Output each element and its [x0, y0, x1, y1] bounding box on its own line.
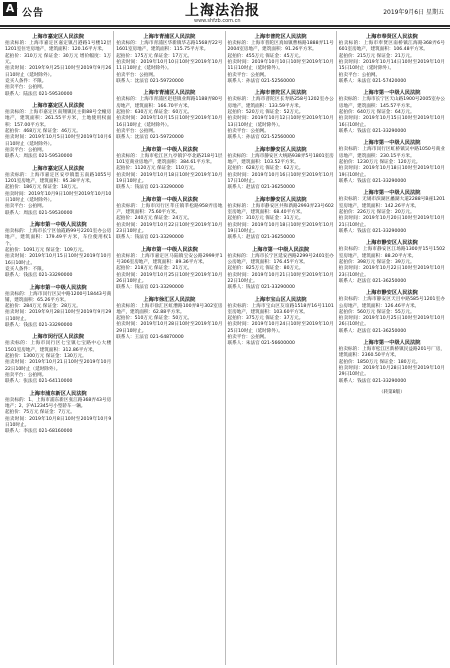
notice-line: 起拍价：226万元 保证金：20万元。	[338, 209, 415, 215]
notice-line: 联系人：李法官 021-68160000	[5, 429, 73, 435]
court-notice	[116, 296, 222, 342]
notice-line: 联系人：钱法官 021-33290000	[338, 128, 407, 134]
notice-line: 联系人：王法官 021-64870000	[116, 335, 184, 341]
court-notice	[5, 102, 111, 161]
court-notice	[339, 139, 445, 185]
notice-line: 拍卖平台：公拍网。	[5, 147, 47, 153]
notice-line: 拍卖标的：上海市闵行区莘庄镇莘松路958弄房地产，建筑面积：75.60平方米。	[116, 203, 223, 215]
notice-body	[228, 304, 334, 348]
notice-line: 拍卖标的：上海市长宁区仙霞路99号2201室办公房地产，建筑面积：179.49平方米，车位使用权1个。	[5, 228, 112, 247]
notice-title: 上海市嘉定区人民法院	[32, 34, 85, 40]
notice-title: 上海市静安区人民法院	[254, 146, 307, 153]
notice-line: 联系人：孙法官 021-52560000	[227, 135, 295, 141]
court-notice	[339, 239, 445, 285]
notice-line: 联系人：钱法官 021-33290000	[338, 178, 407, 184]
notice-line: 起拍价：1120万元 保证金：110万元。	[116, 166, 198, 172]
notice-line: 拍卖标的：上海市奉贤区南桥镇江海路368弄6号601室房地产，建筑面积：106.48平方米。	[338, 41, 445, 53]
notice-line: 起拍价：1300万元 保证金：130万元。	[5, 354, 87, 360]
notice-line: 拍卖标的：上海市长宁区天山路1900号2005室办公房地产，建筑面积：145.57平方米。	[338, 97, 445, 109]
court-notice	[5, 33, 111, 98]
notice-title: 上海市嘉定区人民法院	[32, 102, 85, 109]
notice-line: 起拍价：75万元 保证金：7万元。	[5, 410, 75, 416]
court-notice	[116, 196, 222, 242]
notice-body	[339, 147, 445, 185]
notice-line: 联系人：朱法官 021-56600000	[227, 341, 295, 347]
court-notice	[116, 246, 222, 292]
notice-line: 起拍价：455万元 保证金：45万元。	[227, 53, 304, 59]
notice-body	[116, 41, 222, 85]
notice-line: 拍卖时间：2019年9月28日10时至2019年9月29日10时止。	[5, 310, 112, 322]
section-title: 公告	[22, 8, 44, 19]
notice-line: 起拍价：630万元 保证金：60万元。	[116, 109, 193, 115]
notice-title: 上海市静安区人民法院	[254, 196, 307, 203]
notice-title: 上海市嘉定区人民法院	[32, 165, 85, 172]
notice-line: 拍卖平台：公拍网。	[338, 72, 381, 78]
notice-line: 拍卖时间：2019年10月15日10时至2019年10月16日10时止。	[338, 116, 445, 128]
notice-line: 起拍价：640万元 保证金：64万元。	[338, 109, 415, 115]
notice-line: 拍卖标的：上海市青浦区赵巷镇业辉路1188弄80号房地产，建筑面积：166.70平方米。	[116, 97, 223, 109]
notice-line: 起拍价：284万元 保证金：28万元。	[5, 304, 81, 310]
notice-line: 拍卖时间：2019年10月14日10时至2019年10月15日10时止（延时除外）。	[338, 59, 445, 72]
notice-body	[5, 398, 111, 436]
notice-line: 拍卖标的：上海市徐汇区虹漕路100弄8号302室房地产，建筑面积：62.88平方米。	[116, 303, 223, 315]
notice-line: 拍卖时间：2019年10月22日10时至2019年10月23日10时止。	[116, 222, 223, 234]
notice-line: 拍卖平台：公拍网。	[116, 72, 158, 78]
notice-title: 上海市青浦区人民法院	[143, 90, 196, 97]
notice-title: 上海市第一中级人民法院	[363, 340, 421, 347]
notice-line: 联系人：朱法官 021-57420000	[338, 78, 407, 84]
notice-line: 起拍价：1091万元 保证金：109万元。	[5, 247, 87, 253]
notice-title: 上海市第一中级人民法院	[140, 146, 198, 153]
notice-title: 上海市第一中级人民法院	[29, 284, 87, 291]
notice-line: 起拍价：520万元 保证金：52万元。	[227, 109, 304, 115]
notice-body	[116, 254, 222, 292]
notice-line: 联系人：周法官 021-59530000	[5, 210, 73, 216]
notice-body	[228, 41, 334, 85]
notice-line: 拍卖标的：上海市嘉定区嘉定镇吕港路1号楼12层1201室住宅房地产，建筑面积：120.16平方米。	[5, 41, 112, 53]
notice-line: 拍卖标的：上海市松江区新桥镇民益路201号厂房，建筑面积：2360.50平方米。	[338, 347, 445, 359]
notice-line: 起拍价：398万元 保证金：39万元。	[338, 259, 415, 265]
court-notice	[5, 221, 111, 280]
notice-line: 联系人：赵法官 021-36250000	[338, 278, 407, 284]
notice-body	[228, 254, 334, 292]
notice-line: 拍卖时间：2019年9月25日10时至2019年9月26日10时止（延时除外）。	[5, 66, 112, 78]
notice-line: 拍卖时间：2019年10月10日10时至2019年10月11日10时止（延时除外）。	[227, 59, 334, 72]
notice-title: 上海市普陀区人民法院	[254, 34, 307, 40]
page-number: 7	[13, 7, 18, 15]
notice-line: 起拍价：240万元 保证金：24万元。	[116, 216, 193, 222]
notice-line: 拍卖平台：公拍网。	[5, 85, 47, 91]
notice-title: 上海市第一中级人民法院	[140, 246, 198, 253]
notice-line: 拍卖标的：1、上海市浦东新区张江路368弄43号房地产；2、沪A12345号小型轿车一辆。	[5, 397, 112, 410]
column-4	[337, 31, 447, 665]
notice-line: 联系人：钱法官 021-33290000	[116, 185, 184, 191]
notice-body	[339, 97, 445, 135]
court-notice	[339, 289, 445, 335]
masthead	[0, 0, 450, 22]
notice-line: 拍卖时间：2019年10月22日10时至2019年10月23日10时止。	[338, 266, 445, 278]
notice-line: 联系人：赵法官 021-36250000	[338, 328, 407, 334]
court-notice	[116, 33, 222, 85]
notice-body	[228, 97, 334, 141]
notice-line: 拍卖标的：上海市静安区天目中路585号1201室办公房地产，建筑面积：126.46平方米。	[338, 297, 445, 309]
notice-line: 拍卖标的：上海市普陀区真如镇曹杨路1888弄11号2004室房地产，建筑面积：91.26平方米。	[227, 41, 334, 53]
notice-title: 上海市第一中级人民法院	[29, 221, 87, 228]
notice-body	[5, 292, 111, 330]
notice-line: 拍卖平台：公拍网。	[116, 128, 158, 134]
notice-line: 联系人：张法官 021-64110000	[5, 379, 73, 385]
notice-line: 联系人：周法官 021-59530000	[5, 154, 73, 160]
notice-line: 起拍价：1230万元 保证金：120万元。	[338, 159, 421, 165]
notice-line: 起拍价：825万元 保证金：80万元。	[227, 266, 304, 272]
continued-reference: （转第8版）	[378, 390, 405, 396]
notice-body	[116, 204, 222, 242]
notice-line: 拍卖时间：2019年10月15日10时至2019年10月16日10时止。	[5, 254, 112, 266]
court-notice	[228, 146, 334, 192]
notice-line: 拍卖标的：无锡市滨湖区蠡湖大道2288号B座1201室房地产，建筑面积：142.26平方米。	[338, 197, 445, 209]
notice-line: 联系人：陆法官 021-59530000	[5, 91, 73, 97]
header-rule-thin	[0, 28, 450, 29]
notice-line: 拍卖标的：上海市长宁区延安西路2299号2401室办公房地产，建筑面积：176.45平方米。	[227, 253, 334, 265]
notice-body	[116, 97, 222, 141]
notice-line: 拍卖时间：2019年10月18日10时至2019年10月19日10时止。	[116, 172, 223, 184]
notice-line: 拍卖时间：2019年10月10日10时至2019年10月11日10时止（延时除外）。	[116, 59, 223, 72]
notice-line: 拍卖平台：公拍网。	[5, 373, 47, 379]
notice-body	[116, 304, 222, 342]
notice-columns	[3, 31, 447, 665]
notice-line: 拍卖平台：公拍网。	[5, 204, 47, 210]
issue-date: 2019年9月6日 星期五	[383, 9, 444, 16]
notice-line: 拍卖时间：2019年10月24日10时至2019年10月25日10时止（延时除外）。	[227, 322, 334, 334]
notice-line: 拍卖时间：2019年10月8日10时至2019年10月9日10时止。	[5, 416, 112, 429]
notice-line: 联系人：赵法官 021-36250000	[227, 185, 295, 191]
notice-line: 拍卖时间：2019年10月25日10时至2019年10月26日10时止。	[116, 272, 223, 284]
page-logo: A	[3, 2, 17, 16]
court-notice	[228, 89, 334, 141]
notice-title: 上海市徐汇区人民法院	[143, 296, 196, 303]
notice-line: 拍卖标的：上海市闵行区七宝镇七宝路中心大楼1501室房地产，建筑面积：312.86平方米。	[5, 341, 112, 353]
notice-line: 竞买人条件：不限。	[5, 78, 47, 84]
notice-title: 上海市普陀区人民法院	[254, 90, 307, 97]
notice-line: 起拍价：218万元 保证金：21万元。	[116, 266, 193, 272]
column-1	[3, 31, 114, 665]
notice-line: 拍卖时间：2019年10月28日10时至2019年10月29日10时止。	[116, 322, 223, 334]
notice-line: 拍卖时间：2019年10月20日10时至2019年10月21日10时止。	[338, 216, 445, 228]
notice-line: 联系人：钱法官 021-33290000	[338, 228, 407, 234]
notice-body	[339, 347, 445, 385]
notice-line: 联系人：沈法官 021-59720000	[116, 135, 184, 141]
notice-line: 起拍价：628万元 保证金：62万元。	[227, 166, 304, 172]
notice-title: 上海市奉贤区人民法院	[365, 34, 418, 40]
notice-body	[5, 341, 111, 385]
notice-line: 起拍价：215万元 保证金：21万元。	[338, 53, 415, 59]
notice-line: 拍卖时间：2019年10月21日10时至2019年10月22日10时止。	[227, 272, 334, 284]
court-notice	[116, 146, 222, 192]
notice-line: 拍卖标的：上海市静安区江场路1300弄15号1502室房地产，建筑面积：88.20平方米。	[338, 247, 445, 259]
notice-line: 联系人：钱法官 021-33290000	[338, 378, 407, 384]
notice-body	[339, 197, 445, 235]
paper-title: 上海法治报	[185, 3, 260, 19]
notice-body	[339, 297, 445, 335]
notice-body	[5, 229, 111, 280]
notice-line: 起拍价：186万元 保证金：18万元。	[5, 185, 81, 191]
notice-line: 起拍价：310万元 保证金：30万元 增价幅度：1万元。	[5, 53, 112, 65]
notice-line: 拍卖标的：上海市闵行区虹桥镇吴中路1050号商业房地产，建筑面积：230.15平方米。	[338, 147, 445, 159]
court-notice	[116, 89, 222, 141]
notice-line: 拍卖时间：2019年10月5日10时至2019年10月6日10时止（延时除外）。	[5, 135, 112, 147]
notice-line: 拍卖标的：上海市闵行区吴中路1200号18443号商铺，建筑面积：65.26平方米。	[5, 291, 112, 303]
notice-title: 上海市第一中级人民法院	[363, 140, 421, 147]
notice-line: 拍卖时间：2019年10月9日10时至2019年10月10日10时止（延时除外）。	[5, 191, 112, 203]
notice-title: 上海市静安区人民法院	[365, 290, 418, 297]
notice-line: 起拍价：510万元 保证金：50万元。	[116, 316, 193, 322]
notice-line: 竞买人条件：不限。	[5, 266, 47, 272]
notice-body	[5, 173, 111, 217]
notice-line: 起拍价：375万元 保证金：37万元。	[227, 316, 304, 322]
notice-line: 起拍价：468万元 保证金：46万元。	[5, 128, 81, 134]
notice-line: 拍卖时间：2019年10月28日10时至2019年10月29日10时止。	[338, 366, 445, 378]
notice-line: 起拍价：1850万元 保证金：180万元。	[338, 359, 421, 365]
notice-line: 联系人：钱法官 021-33290000	[116, 285, 184, 291]
notice-title: 上海市第一中级人民法院	[363, 90, 421, 97]
notice-body	[339, 41, 445, 85]
notice-line: 拍卖时间：2019年10月21日10时至2019年10月22日10时止（延时除外）。	[5, 360, 112, 372]
notice-title: 上海市静安区人民法院	[365, 240, 418, 247]
notice-line: 拍卖时间：2019年10月16日10时至2019年10月17日10时止。	[227, 172, 334, 184]
notice-line: 起拍价：310万元 保证金：31万元。	[227, 216, 304, 222]
notice-line: 拍卖平台：公拍网。	[227, 335, 269, 341]
court-notice	[5, 165, 111, 217]
notice-body	[228, 154, 334, 192]
notice-line: 联系人：钱法官 021-33290000	[5, 273, 73, 279]
notice-line: 拍卖标的：上海市青浦区华新镇华志路1568弄22号1601室房地产，建筑面积：115.75平方米。	[116, 41, 223, 53]
notice-title: 上海市闵行区人民法院	[32, 334, 85, 341]
notice-title: 上海市第一中级人民法院	[363, 190, 421, 197]
notice-title: 上海市第一中级人民法院	[140, 196, 198, 203]
court-notice	[339, 89, 445, 135]
notice-line: 联系人：钱法官 021-33290000	[116, 235, 184, 241]
notice-line: 拍卖标的：上海市普陀区长寿路258号1202室办公房地产，建筑面积：133.59平方米。	[227, 97, 334, 109]
court-notice	[5, 333, 111, 385]
notice-line: 拍卖标的：上海市嘉定区安亭镇墨玉南路1055号1201室房地产，建筑面积：95.38平方米。	[5, 172, 112, 184]
notice-line: 拍卖标的：上海市松江区九亭镇沪亭北路218号1层101室商业房地产，建筑面积：384.61平方米。	[116, 153, 223, 165]
court-notice	[339, 189, 445, 235]
notice-line: 拍卖时间：2019年10月15日10时至2019年10月16日10时止（延时除外）。	[116, 116, 223, 128]
notice-line: 起拍价：175万元 保证金：17万元。	[116, 53, 193, 59]
notice-body	[339, 247, 445, 285]
column-2	[114, 31, 225, 665]
notice-line: 联系人：钱法官 021-33290000	[227, 285, 295, 291]
court-notice	[339, 33, 445, 85]
notice-line: 拍卖平台：公拍网。	[227, 72, 269, 78]
notice-body	[5, 41, 111, 98]
notice-line: 拍卖标的：上海市宝山区友谊路1518弄16号1101室房地产，建筑面积：103.60平方米。	[227, 303, 334, 315]
court-notice	[339, 339, 445, 385]
notice-line: 拍卖平台：公拍网。	[227, 128, 269, 134]
notice-line: 联系人：沈法官 021-59720000	[116, 78, 184, 84]
notice-body	[5, 110, 111, 161]
court-notice	[228, 33, 334, 85]
court-notice	[228, 296, 334, 348]
notice-title: 上海市宝山区人民法院	[254, 296, 307, 303]
notice-title: 上海市第一中级人民法院	[252, 246, 310, 253]
court-notice	[5, 284, 111, 330]
notice-line: 联系人：钱法官 021-33290000	[5, 323, 73, 329]
notice-line: 拍卖标的：上海市嘉定区南翔镇民主街88号全幢房地产，建筑面积：261.55平方米，土地使用权面积：157.00平方米。	[5, 109, 112, 128]
notice-line: 联系人：孙法官 021-52560000	[227, 78, 295, 84]
court-notice	[228, 196, 334, 242]
notice-line: 拍卖时间：2019年10月18日10时至2019年10月19日10时止。	[338, 166, 445, 178]
court-notice	[228, 246, 334, 292]
court-notice	[5, 390, 111, 436]
column-3	[226, 31, 337, 665]
notice-line: 拍卖时间：2019年10月18日10时至2019年10月19日10时止。	[227, 222, 334, 234]
notice-line: 拍卖标的：上海市静安区共和新路2993弄23号602室房地产，建筑面积：68.40平方米。	[227, 203, 334, 215]
notice-line: 拍卖标的：上海市嘉定区马陆镇宝安公路2999弄1号306室房地产，建筑面积：89.36平方米。	[116, 253, 223, 265]
notice-line: 拍卖时间：2019年10月25日10时至2019年10月26日10时止。	[338, 316, 445, 328]
notice-body	[228, 204, 334, 242]
notice-title: 上海市青浦区人民法院	[143, 34, 196, 40]
paper-url[interactable]: www.shfzb.com.cn	[194, 18, 241, 24]
header-rule	[0, 25, 450, 27]
notice-line: 拍卖标的：上海市静安区大统路938弄5号1801室房地产，建筑面积：103.52平方米。	[227, 153, 334, 165]
notice-line: 拍卖时间：2019年10月12日10时至2019年10月13日10时止（延时除外）。	[227, 116, 334, 128]
notice-title: 上海市浦东新区人民法院	[29, 390, 87, 397]
notice-line: 起拍价：560万元 保证金：55万元。	[338, 309, 415, 315]
notice-line: 联系人：赵法官 021-36250000	[227, 235, 295, 241]
notice-body	[116, 154, 222, 192]
